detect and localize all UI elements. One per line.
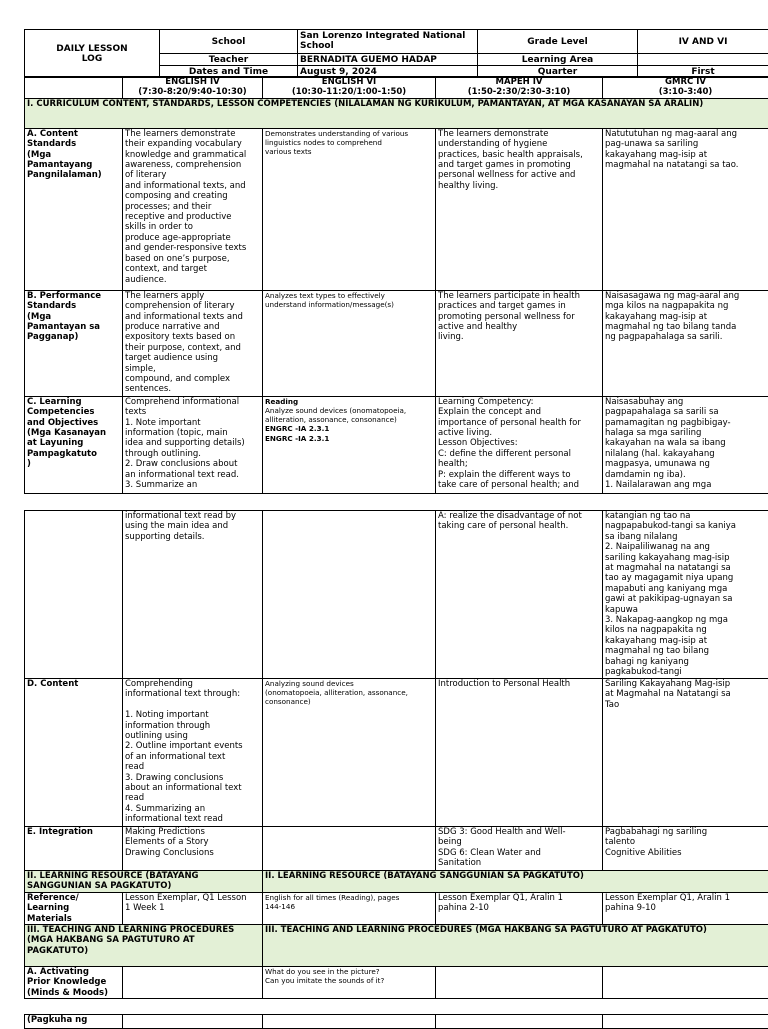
competencies-cont-english-vi [263, 511, 436, 679]
competencies-gmrc-iv: Naisasabuhay ang pagpapahalaga sa sarili sa pamamagitan ng pagbibigay- halaga sa mga sariling kakayahan na wala sa ibang nilalang (hal. kakayahang magpasya, umunawa ng damdamin ng iba). 1. Nailalarawan ang mga [603, 396, 768, 493]
integration-english-iv: Making Predictions Elements of a Story Drawing Conclusions [123, 827, 263, 871]
column-header-blank [25, 77, 123, 99]
teacher-value: BERNADITA GUEMO HADAP [298, 54, 478, 66]
school-value: San Lorenzo Integrated National School [298, 30, 478, 54]
column-header-english-iv: ENGLISH IV (7:30-8:20/9:40-10:30) [123, 77, 263, 99]
references-mapeh-iv: Lesson Exemplar Q1, Aralin 1 pahina 2-10 [436, 892, 603, 924]
dates-label: Dates and Time [160, 66, 298, 78]
content-label: D. Content [25, 679, 123, 827]
teacher-label: Teacher [160, 54, 298, 66]
curriculum-table [24, 76, 768, 494]
section-resource-heading-right: II. LEARNING RESOURCE (BATAYANG SANGGUNIAN SA PAGKATUTO) [263, 871, 768, 893]
references-gmrc-iv: Lesson Exemplar Q1, Aralin 1 pahina 9-10 [603, 892, 768, 924]
learning-area-value [638, 54, 768, 66]
pagkuha-english-vi [263, 1015, 436, 1029]
curriculum-table-continued [24, 510, 768, 999]
grade-level-value: IV AND VI [638, 30, 768, 54]
reading-competency: Analyze sound devices (onomatopoeia, alliteration, assonance, consonance) [265, 406, 433, 424]
performance-standards-gmrc-iv: Naisasagawa ng mag-aaral ang mga kilos na nagpapakita ng kakayahang mag-isip at magmahal ng tao bilang tanda ng pagpapahalaga sa sarili. [603, 290, 768, 396]
procedures-table-continued [24, 1014, 768, 1029]
performance-standards-mapeh-iv: The learners participate in health practices and target games in promoting personal wellness for active and healthy living. [436, 290, 603, 396]
pagkuha-label: (Pagkuha ng [25, 1015, 123, 1029]
content-english-vi: Analyzing sound devices (onomatopoeia, alliteration, assonance, consonance) [263, 679, 436, 827]
section-resource-heading-left: II. LEARNING RESOURCE (BATAYANG SANGGUNIAN SA PAGKATUTO) [25, 871, 263, 893]
content-standards-mapeh-iv: The learners demonstrate understanding of hygiene practices, basic health appraisals, and target games in promoting personal wellness for active and healthy living. [436, 128, 603, 290]
column-header-english-vi: ENGLISH VI (10:30-11:20/1:00-1:50) [263, 77, 436, 99]
quarter-label: Quarter [478, 66, 638, 78]
section-procedures-heading-right: III. TEACHING AND LEARNING PROCEDURES (MGA HAKBANG SA PAGTUTURO AT PAGKATUTO) [263, 925, 768, 967]
integration-label: E. Integration [25, 827, 123, 871]
competencies-cont-english-iv: informational text read by using the main idea and supporting details. [123, 511, 263, 679]
references-english-vi: English for all times (Reading), pages 144-146 [263, 892, 436, 924]
competencies-mapeh-iv: Learning Competency: Explain the concept and importance of personal health for active living. Lesson Objectives: C: define the different personal health; P: explain the different ways to take care of personal health; and [436, 396, 603, 493]
section-curriculum-heading: I. CURRICULUM CONTENT, STANDARDS, LESSON COMPETENCIES (NILALAMAN NG KURIKULUM, PAMANTAYAN, AT MGA KASANAYAN SA ARALIN) [25, 98, 768, 128]
performance-standards-english-vi: Analyzes text types to effectively understand information/message(s) [263, 290, 436, 396]
activating-label: A. Activating Prior Knowledge (Minds & Moods) [25, 967, 123, 999]
dates-value: August 9, 2024 [298, 66, 478, 78]
grade-level-label: Grade Level [478, 30, 638, 54]
content-gmrc-iv: Sariling Kakayahang Mag-isip at Magmahal na Natatangi sa Tao [603, 679, 768, 827]
pagkuha-english-iv [123, 1015, 263, 1029]
activating-mapeh-iv [436, 967, 603, 999]
log-title: DAILY LESSON LOG [25, 30, 160, 78]
quarter-value: First [638, 66, 768, 78]
section-procedures-heading-left: III. TEACHING AND LEARNING PROCEDURES (MGA HAKBANG SA PAGTUTURO AT PAGKATUTO) [25, 925, 263, 967]
learning-area-label: Learning Area [478, 54, 638, 66]
competencies-english-vi [263, 396, 436, 493]
competencies-cont-label [25, 511, 123, 679]
competencies-cont-gmrc-iv: katangian ng tao na nagpapabukod-tangi sa kaniya sa ibang nilalang 2. Naipaliliwanag na ang sariling kakayahang mag-isip at magmahal na natatangi sa tao ay magagamit niya upang mapabuti ang kaniyang mga gawi at pakikipag-ugnayan sa kapuwa 3. Nakapag-aangkop ng mga kilos na nagpapakita ng kakayahang mag-isip at magmahal ng tao bilang bahagi ng kaniyang pagkabukod-tangi [603, 511, 768, 679]
activating-english-vi: What do you see in the picture? Can you imitate the sounds of it? [263, 967, 436, 999]
header-table [24, 29, 768, 78]
integration-english-vi [263, 827, 436, 871]
competencies-label: C. Learning Competencies and Objectives (Mga Kasanayan at Layuning Pampagkatuto ) [25, 396, 123, 493]
references-english-iv: Lesson Exemplar, Q1 Lesson 1 Week 1 [123, 892, 263, 924]
references-label: Reference/ Learning Materials [25, 892, 123, 924]
competencies-english-iv: Comprehend informational texts 1. Note important information (topic, main idea and supporting details) through outlining. 2. Draw conclusions about an informational text read. 3. Summarize an [123, 396, 263, 493]
content-standards-english-vi: Demonstrates understanding of various linguistics nodes to comprehend various texts [263, 128, 436, 290]
performance-standards-english-iv: The learners apply comprehension of literary and informational texts and produce narrative and expository texts based on their purpose, context, and target audience using simple, compound, and complex sentences. [123, 290, 263, 396]
competency-codes: ENGRC -IA 2.3.1 ENGRC -IA 2.3.1 [265, 424, 433, 442]
lesson-log-page-1 [24, 29, 768, 78]
activating-english-iv [123, 967, 263, 999]
pagkuha-mapeh-iv [436, 1015, 603, 1029]
content-english-iv: Comprehending informational text through: 1. Noting important information through outlining using 2. Outline important events of an informational text read 3. Drawing conclusions about an informational text read 4. Summarizing an informational text read [123, 679, 263, 827]
activating-gmrc-iv [603, 967, 768, 999]
column-header-mapeh-iv: MAPEH IV (1:50-2:30/2:30-3:10) [436, 77, 603, 99]
content-standards-gmrc-iv: Natututuhan ng mag-aaral ang pag-unawa sa sariling kakayahang mag-isip at magmahal na natatangi sa tao. [603, 128, 768, 290]
performance-standards-label: B. Performance Standards (Mga Pamantayan sa Pagganap) [25, 290, 123, 396]
competencies-cont-mapeh-iv: A: realize the disadvantage of not taking care of personal health. [436, 511, 603, 679]
integration-gmrc-iv: Pagbabahagi ng sariling talento Cognitive Abilities [603, 827, 768, 871]
reading-heading: Reading [265, 397, 433, 406]
content-standards-english-iv: The learners demonstrate their expanding vocabulary knowledge and grammatical awareness, comprehension of literary and informational texts, and composing and creating processes; and their receptive and productive skills in order to produce age-appropriate and gender-responsive texts based on one’s purpose, context, and target audience. [123, 128, 263, 290]
lesson-log-body-1 [24, 76, 768, 494]
school-label: School [160, 30, 298, 54]
content-standards-label: A. Content Standards (Mga Pamantayang Pangnilalaman) [25, 128, 123, 290]
lesson-log-page-2 [24, 510, 768, 999]
integration-mapeh-iv: SDG 3: Good Health and Well- being SDG 6: Clean Water and Sanitation [436, 827, 603, 871]
column-header-gmrc-iv: GMRC IV (3:10-3:40) [603, 77, 768, 99]
pagkuha-gmrc-iv [603, 1015, 768, 1029]
content-mapeh-iv: Introduction to Personal Health [436, 679, 603, 827]
lesson-log-page-3 [24, 1014, 768, 1029]
